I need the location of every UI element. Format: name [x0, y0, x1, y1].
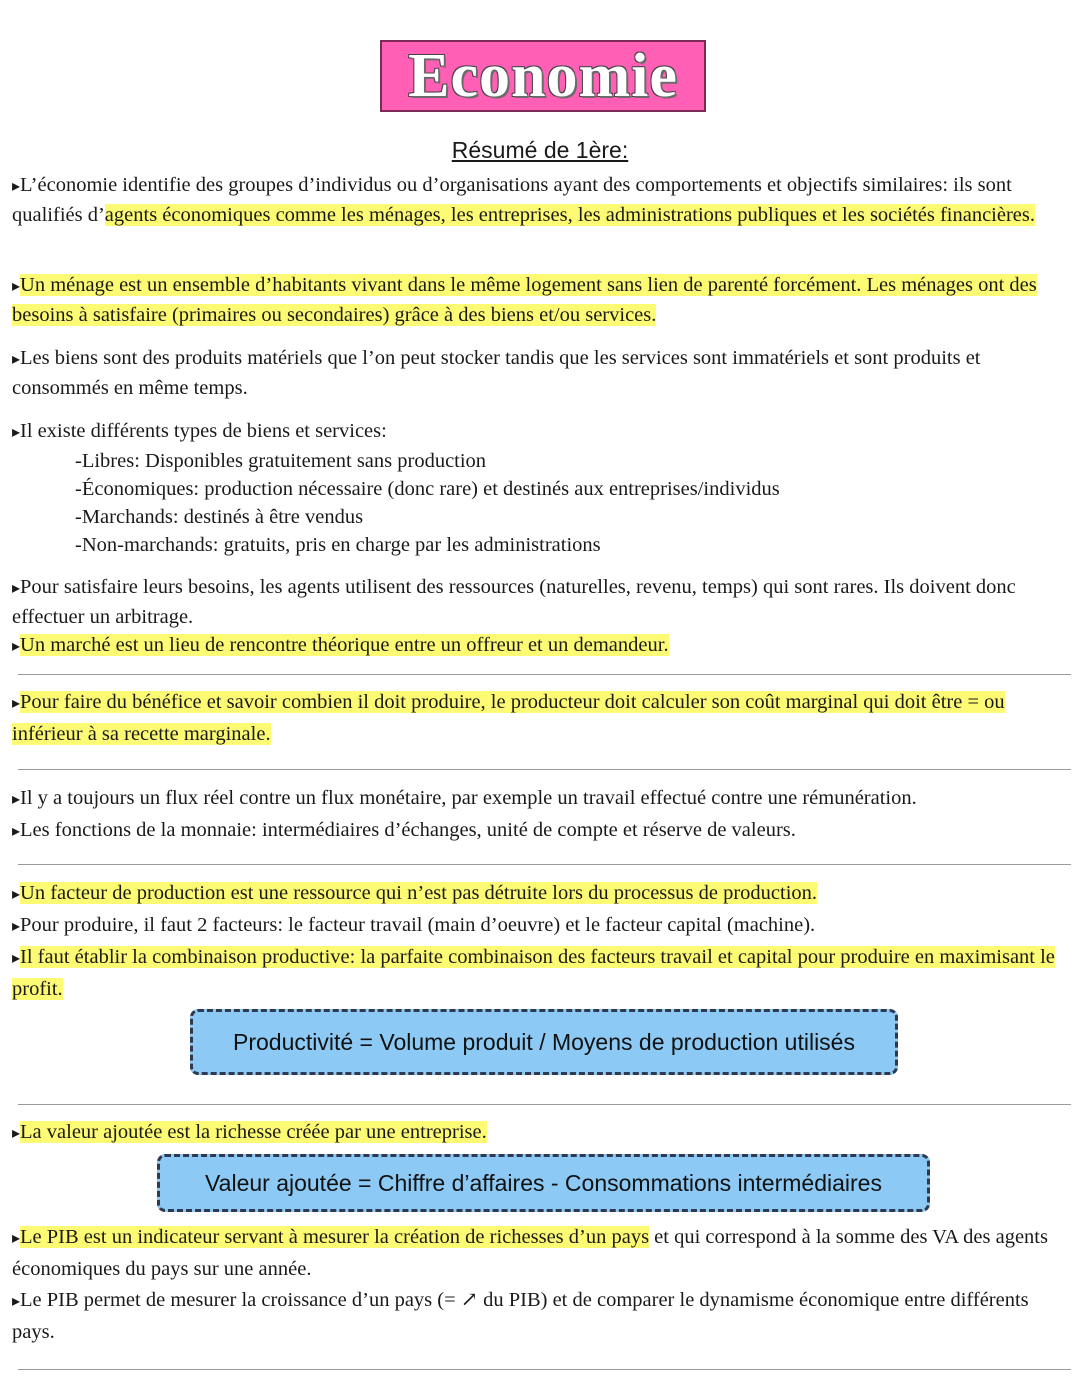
formula-productivite: [190, 1009, 898, 1075]
highlight-facteur-production: Un facteur de production est une ressource qui n’est pas détruite lors du processus de production.: [20, 882, 818, 904]
bullet-icon: ▸: [12, 886, 21, 903]
paragraph-agents-text: L’économie identifie des groupes d’individus ou d’organisations ayant des comportements et objectifs similaires: ils sont qualifiés d’: [12, 174, 1012, 226]
subtitle: Résumé de 1ère:: [451, 137, 629, 163]
divider: [18, 769, 1071, 770]
paragraph-agents: [12, 171, 1074, 229]
divider: [18, 674, 1071, 675]
paragraph-ressources-text: Pour satisfaire leurs besoins, les agents utilisent des ressources (naturelles, revenu, temps) qui sont rares. Ils doivent donc effectuer un arbitrage.: [12, 576, 1016, 628]
paragraph-flux-monnaie: [12, 783, 1074, 847]
bullet-icon: ▸: [12, 791, 21, 808]
bullet-icon: ▸: [12, 950, 21, 967]
bullet-icon: ▸: [12, 424, 21, 441]
highlight-cout-marginal: Pour faire du bénéfice et savoir combien il doit produire, le producteur doit calculer son coût marginal qui doit être = ou inférieur à sa recette marginale.: [12, 691, 1005, 745]
highlight-menage: Un ménage est un ensemble d’habitants vivant dans le même logement sans lien de parenté forcément. Les ménages ont des besoins à satisfaire (primaires ou secondaires) grâce à des biens et/ou services.: [12, 274, 1037, 326]
paragraph-monnaie-text: Les fonctions de la monnaie: intermédiaires d’échanges, unité de compte et réserve de valeurs.: [20, 819, 796, 841]
paragraph-croissance-text: Le PIB permet de mesurer la croissance d’un pays (= ↗ du PIB) et de comparer le dynamisme économique entre différents pays.: [12, 1289, 1029, 1343]
list-item: -Économiques: production nécessaire (donc rare) et destinés aux entreprises/individus: [75, 478, 780, 500]
list-item: -Non-marchands: gratuits, pris en charge par les administrations: [75, 534, 601, 556]
list-intro-text: Il existe différents types de biens et services:: [20, 420, 387, 442]
bullet-icon: ▸: [12, 1125, 21, 1142]
formula-valeur-ajoutee: [157, 1154, 930, 1212]
paragraph-cout-marginal: [12, 687, 1074, 750]
list-types-biens: [12, 417, 1074, 559]
bullet-icon: ▸: [12, 580, 21, 597]
highlight-combinaison: Il faut établir la combinaison productive: la parfaite combinaison des facteurs travail et capital pour produire en maximisant le profit.: [12, 946, 1055, 1000]
list-item: -Marchands: destinés à être vendus: [75, 506, 364, 528]
divider: [18, 1369, 1071, 1370]
bullet-icon: ▸: [12, 351, 21, 368]
divider: [18, 864, 1071, 865]
page-title: Economie: [408, 42, 678, 110]
list-intro: [12, 417, 1074, 447]
paragraph-biens-services: [12, 344, 1074, 402]
bullet-icon: ▸: [12, 638, 21, 655]
bullet-icon: ▸: [12, 823, 21, 840]
paragraph-facteurs: [12, 878, 1074, 1005]
divider: [18, 1104, 1071, 1105]
bullet-icon: ▸: [12, 1293, 21, 1310]
paragraph-valeur-ajoutee: [12, 1118, 1074, 1148]
title-banner: [380, 40, 706, 112]
highlight-valeur-ajoutee: La valeur ajoutée est la richesse créée par une entreprise.: [20, 1121, 487, 1143]
bullet-icon: ▸: [12, 1230, 21, 1247]
paragraph-pib: [12, 1222, 1074, 1348]
list-item: -Libres: Disponibles gratuitement sans production: [75, 450, 487, 472]
paragraph-flux-text: Il y a toujours un flux réel contre un flux monétaire, par exemple un travail effectué contre une rémunération.: [20, 787, 917, 809]
bullet-icon: ▸: [12, 918, 21, 935]
paragraph-menage: [12, 271, 1074, 329]
bullet-icon: ▸: [12, 695, 21, 712]
highlight-marche: Un marché est un lieu de rencontre théorique entre un offreur et un demandeur.: [20, 634, 669, 656]
bullet-icon: ▸: [12, 178, 21, 195]
formula-productivite-text: Productivité = Volume produit / Moyens de production utilisés: [233, 1028, 855, 1055]
highlight-pib: Le PIB est un indicateur servant à mesurer la création de richesses d’un pays: [20, 1226, 650, 1248]
paragraph-pib-text: et qui correspond à la somme des VA des agents économiques du pays sur une année.: [12, 1226, 1048, 1280]
highlight-agents: agents économiques comme les ménages, les entreprises, les administrations publiques et les sociétés financières.: [104, 204, 1036, 226]
paragraph-biens-services-text: Les biens sont des produits matériels que l’on peut stocker tandis que les services sont immatériels et sont produits et consommés en même temps.: [12, 347, 981, 399]
bullet-icon: ▸: [12, 278, 21, 295]
formula-valeur-ajoutee-text: Valeur ajoutée = Chiffre d’affaires - Consommations intermédiaires: [205, 1169, 882, 1196]
paragraph-produire-text: Pour produire, il faut 2 facteurs: le facteur travail (main d’oeuvre) et le facteur capital (machine).: [20, 914, 816, 936]
paragraph-ressources: [12, 573, 1074, 661]
